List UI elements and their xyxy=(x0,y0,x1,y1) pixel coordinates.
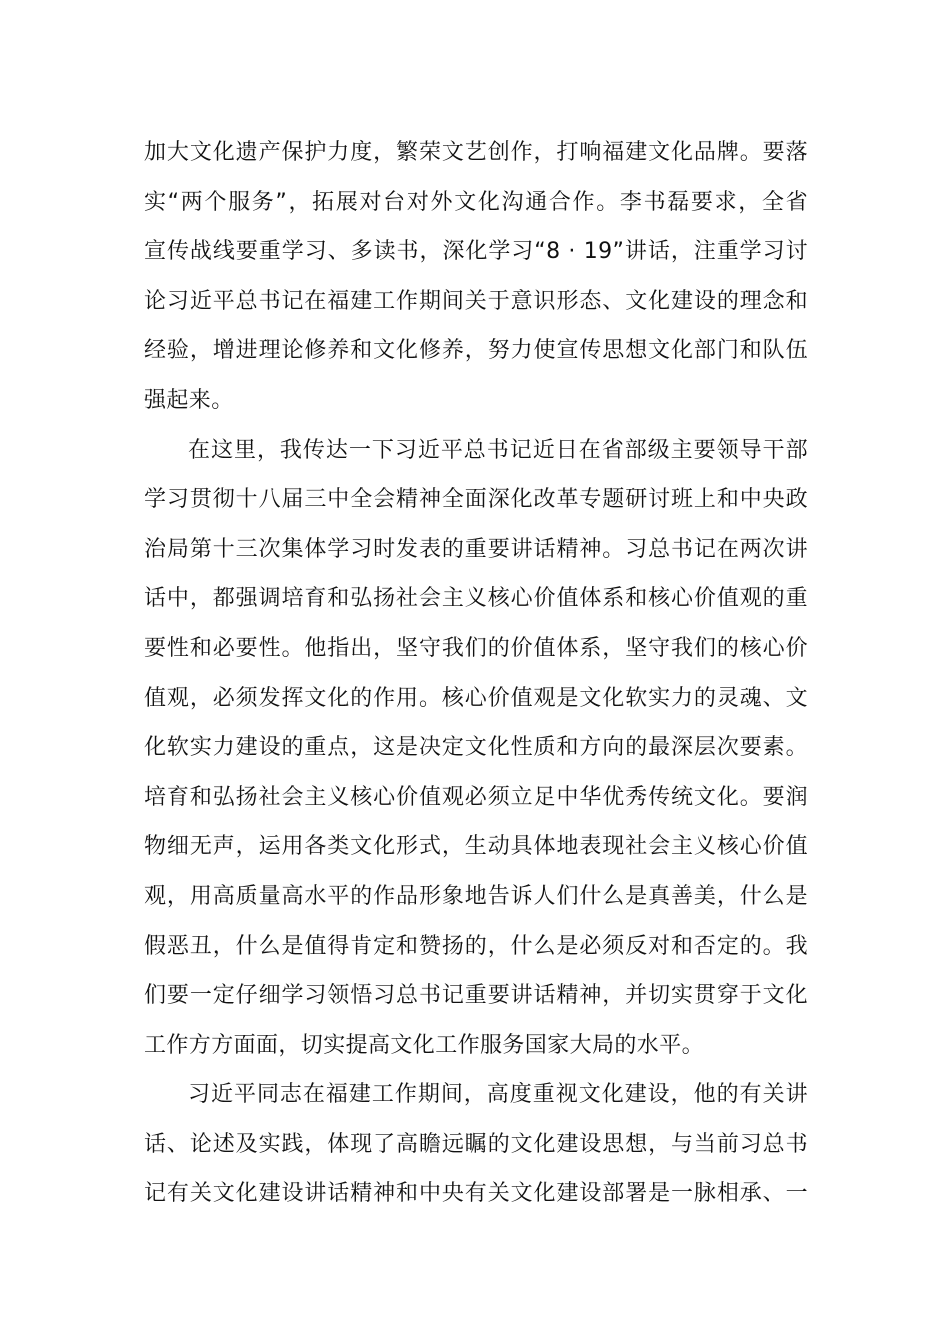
text-line: 物细无声，运用各类文化形式，生动具体地表现社会主义核心价值 xyxy=(144,834,808,860)
paragraph-3 xyxy=(144,1070,808,1219)
text-line: 假恶丑，什么是值得肯定和赞扬的，什么是必须反对和否定的。我 xyxy=(144,933,808,959)
text-line: 学习贯彻十八届三中全会精神全面深化改革专题研讨班上和中央政 xyxy=(144,487,808,513)
text-line: 宣传战线要重学习、多读书，深化学习“8 · 19”讲话，注重学习讨 xyxy=(144,239,808,265)
text-line: 化软实力建设的重点，这是决定文化性质和方向的最深层次要素。 xyxy=(144,735,808,761)
text-line: 加大文化遗产保护力度，繁荣文艺创作，打响福建文化品牌。要落 xyxy=(144,140,808,165)
text-line: 在这里，我传达一下习近平总书记近日在省部级主要领导干部 xyxy=(188,437,808,463)
text-line: 话、论述及实践，体现了高瞻远瞩的文化建设思想，与当前习总书 xyxy=(144,1131,808,1157)
text-line: 工作方方面面，切实提高文化工作服务国家大局的水平。 xyxy=(144,1032,705,1058)
text-line: 记有关文化建设讲话精神和中央有关文化建设部署是一脉相承、一 xyxy=(144,1181,808,1207)
text-line: 们要一定仔细学习领悟习总书记重要讲话精神，并切实贯穿于文化 xyxy=(144,983,808,1009)
text-line: 值观，必须发挥文化的作用。核心价值观是文化软实力的灵魂、文 xyxy=(144,685,808,711)
text-line: 强起来。 xyxy=(144,387,234,413)
text-line: 习近平同志在福建工作期间，高度重视文化建设，他的有关讲 xyxy=(188,1082,808,1108)
document-body xyxy=(144,128,808,1219)
text-line: 治局第十三次集体学习时发表的重要讲话精神。习总书记在两次讲 xyxy=(144,536,808,562)
text-line: 话中，都强调培育和弘扬社会主义核心价值体系和核心价值观的重 xyxy=(144,586,808,612)
text-line: 培育和弘扬社会主义核心价值观必须立足中华优秀传统文化。要润 xyxy=(144,784,808,810)
text-line: 论习近平总书记在福建工作期间关于意识形态、文化建设的理念和 xyxy=(144,288,808,314)
paragraph-2 xyxy=(144,426,808,1071)
text-line: 观，用高质量高水平的作品形象地告诉人们什么是真善美，什么是 xyxy=(144,883,808,909)
paragraph-1 xyxy=(144,128,808,426)
text-line: 要性和必要性。他指出，坚守我们的价值体系，坚守我们的核心价 xyxy=(144,635,808,661)
text-line: 实“两个服务”，拓展对台对外文化沟通合作。李书磊要求，全省 xyxy=(144,189,808,215)
text-line: 经验，增进理论修养和文化修养，努力使宣传思想文化部门和队伍 xyxy=(144,338,808,364)
